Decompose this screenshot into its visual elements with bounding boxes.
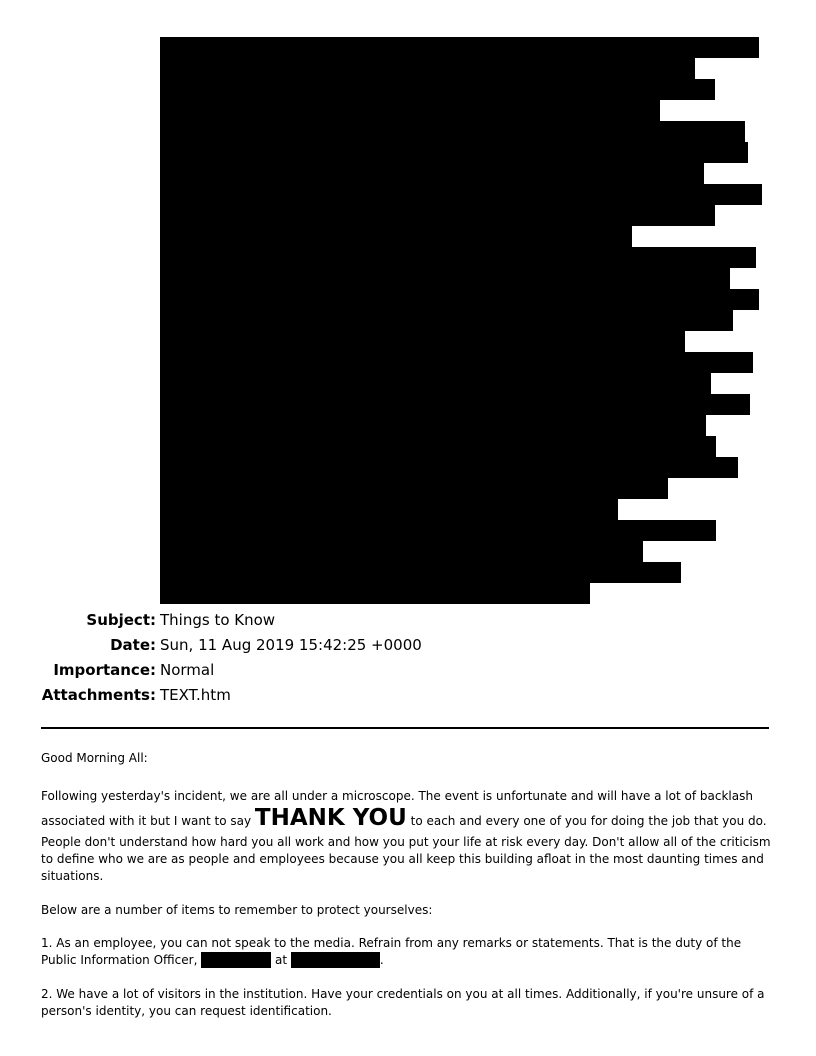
date-label: Date: — [110, 636, 156, 654]
paragraph-incident — [41, 784, 771, 885]
thank-you-emphasis: THANK YOU — [254, 805, 407, 831]
greeting-text: Good Morning All: — [41, 751, 148, 765]
importance-label: Importance: — [53, 661, 156, 679]
subject-label: Subject: — [86, 611, 156, 629]
media-item-mid: at — [271, 953, 291, 967]
credentials-item-text: 2. We have a lot of visitors in the institution. Have your credentials on you at all times. Additionally, if you're unsure of a person's identity, you can request identification. — [41, 987, 765, 1018]
subject-row — [0, 609, 816, 631]
greeting — [41, 750, 771, 767]
list-item-media — [41, 935, 771, 969]
paragraph-incident-text — [41, 784, 771, 885]
date-row — [0, 634, 816, 656]
paragraph-items-intro — [41, 902, 771, 919]
subject-value: Things to Know — [160, 611, 276, 629]
importance-row — [0, 659, 816, 681]
media-item-end: . — [379, 953, 384, 967]
importance-value: Normal — [160, 661, 215, 679]
attachments-label: Attachments: — [41, 686, 156, 704]
header-divider — [41, 727, 769, 729]
redacted-contact — [291, 952, 380, 968]
attachments-value[interactable]: TEXT.htm — [160, 686, 231, 704]
incident-text-end: to each and every one of you for doing the job that you do. People don't understand how hard you all work and how you put your life at risk every day. Don't allow all of the criticism to define who we are as people and employees because you all keep this building afloat in the most daunting times and situations. — [41, 814, 771, 883]
attachments-row — [0, 684, 816, 706]
redacted-name — [201, 952, 271, 968]
items-intro-text: Below are a number of items to remember to protect yourselves: — [41, 903, 433, 917]
date-value: Sun, 11 Aug 2019 15:42:25 +0000 — [160, 636, 422, 654]
media-item-start: 1. As an employee, you can not speak to the media. Refrain from any remarks or statements. That is the duty of the Public Information Officer, — [41, 936, 742, 967]
incident-text-start: Following yesterday's incident, we are all under a microscope. The event is unfortunate and will have a lot of backlash associated with it but I want to say — [41, 789, 753, 828]
media-item-text — [41, 935, 771, 969]
list-item-credentials — [41, 986, 771, 1020]
